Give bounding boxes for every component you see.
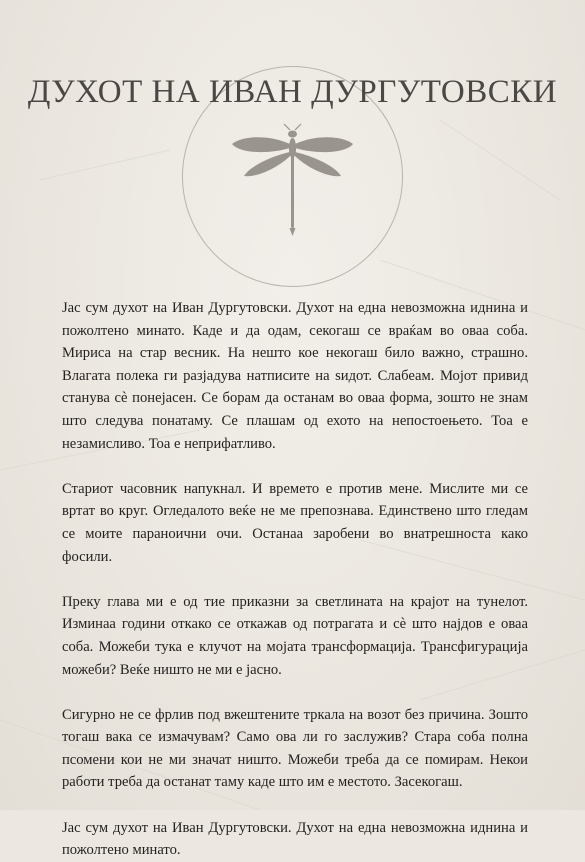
paragraph: Сигурно не се фрлив под вжештените тркала на возот без причина. Зошто тогаш вака се измачувам? Само ова ли го заслужив? Стара соба полна псомени кои не ми значат ништо. Можеби треба да се помирам. Некои работи треба да останат таму каде што им е местото. Засекогаш. — [62, 706, 528, 791]
body-text — [62, 297, 528, 862]
paragraph: Јас сум духот на Иван Дургутовски. Духот на една невозможна иднина и пожолтено минато. Каде и да одам, секогаш се враќам во оваа соба. Мириса на стар весник. На нешто кое некогаш било важно, страшно. Влагата полека ги разјадува натписите на ѕидот. Слабеам. Мојот привид станува сѐ понејасен. Се борам да останам во оваа форма, зошто не знам што следува понатаму. Се плашам од ехото на непостоењето. Тоа е незамисливо. Тоа е неприфатливо. — [62, 300, 528, 452]
dragonfly-icon — [232, 124, 353, 236]
page-title: ДУХОТ НА ИВАН ДУРГУТОВСКИ — [27, 74, 558, 110]
paragraph: Јас сум духот на Иван Дургутовски. Духот на една невозможна иднина и пожолтено минато. — [62, 819, 528, 859]
paragraph: Стариот часовник напукнал. И времето е против мене. Мислите ми се вртат во круг. Огледалото веќе не ме препознава. Единствено што гледам се моите параноични очи. Останаа заробени во внатрешноста како фосили. — [62, 480, 528, 565]
paragraph: Преку глава ми е од тие приказни за светлината на крајот на тунелот. Изминаа години откако се откажав од потрагата и сѐ што најдов е оваа соба. Можеби тука е клучот на мојата трансформација. Трансфигурација можеби? Веќе ништо не ми е јасно. — [62, 593, 528, 678]
